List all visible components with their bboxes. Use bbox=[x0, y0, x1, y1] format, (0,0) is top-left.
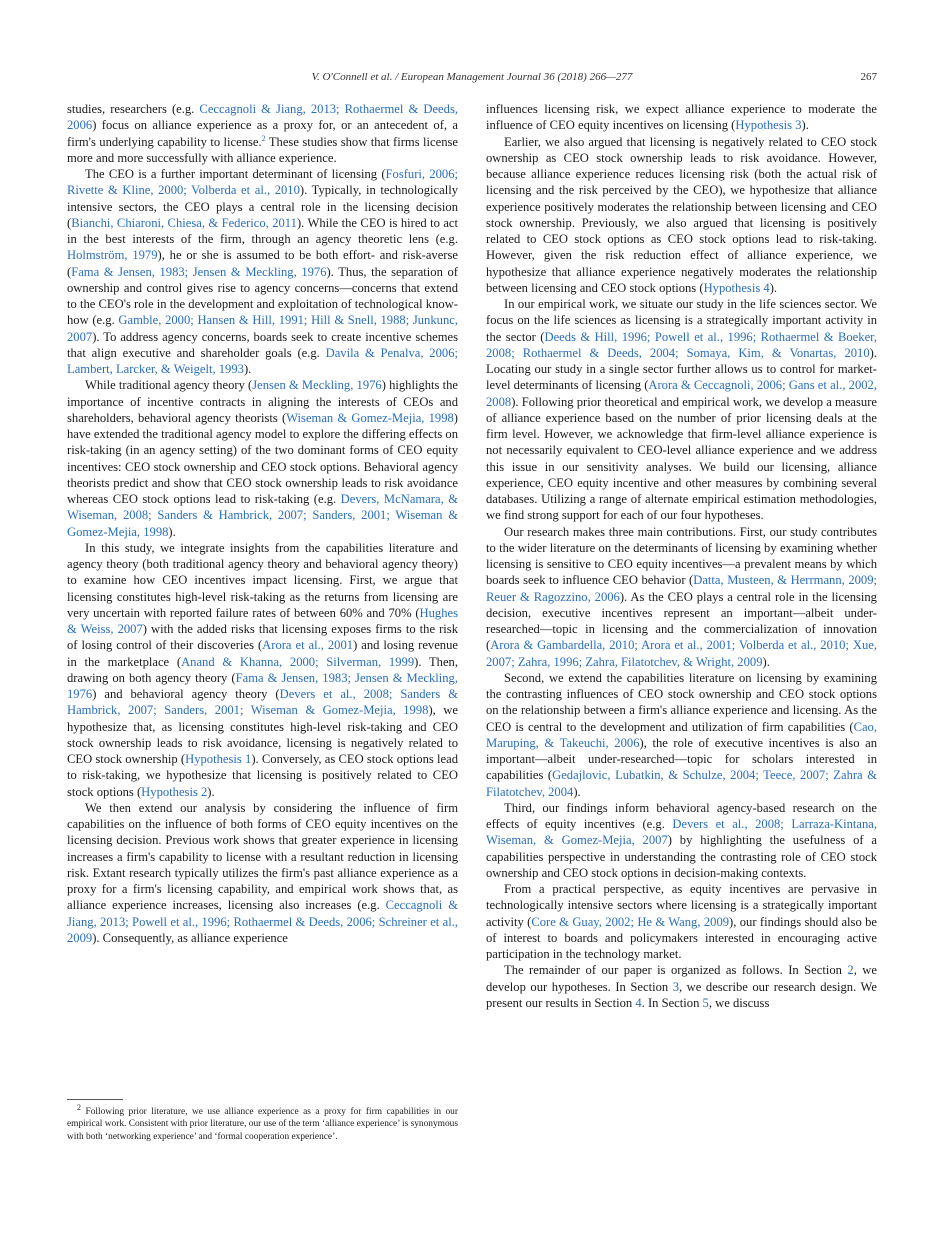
citation-link[interactable]: Devers et al., 2008; Sanders & Hambrick, 2007; Sanders, 2001; Wiseman & Gomez-Mejia, 1998 bbox=[67, 687, 458, 718]
text-run: We then extend our analysis by considering the influence of firm capabilities on the influence of both forms of CEO equity incentives on the licensing decision. Previous work shows that greater experience in licensing increases a firm's capability to license with a resultant reduction in licensing risk. Extant research typically utilizes the firm's past alliance experience as a proxy for a firm's licensing capability, and empirical work shows that, as alliance experience increases, licensing also increases (e.g. bbox=[67, 800, 458, 913]
text-run: ). bbox=[769, 280, 778, 295]
paragraph bbox=[486, 134, 877, 297]
text-run: ). bbox=[243, 362, 252, 376]
text-run: ). Locating our study in a single sector further allows us to control for market-level determinants of licensing ( bbox=[486, 345, 877, 393]
footnote-rule bbox=[67, 1099, 123, 1100]
citation-link[interactable]: Hypothesis 1 bbox=[185, 752, 252, 766]
citation-link[interactable]: Hughes & Weiss, 2007 bbox=[67, 605, 458, 636]
text-run: ), the role of executive incentives is also an important—albeit under-researched—topic for scholars interested in capabilities ( bbox=[486, 735, 877, 783]
footnote bbox=[67, 1102, 458, 1143]
paragraph bbox=[486, 800, 877, 881]
citation-link[interactable]: 2 bbox=[847, 963, 854, 978]
text-run: The remainder of our paper is organized as follows. In Section bbox=[504, 963, 848, 978]
paragraph bbox=[486, 881, 877, 962]
text-run: In this study, we integrate insights from the capabilities literature and agency theory (both traditional agency theory and behavioral agency theory) to examine how CEO incentives impact licensing. First, we argue that licensing constitutes high-level risk-taking as the returns from licensing are very uncertain with reported failure rates of between 60% and 70% ( bbox=[67, 540, 458, 620]
text-run: ) highlights the importance of incentive contracts in aligning the interests of CEOs and shareholders, behavioral agency theorists ( bbox=[67, 378, 459, 425]
paragraph bbox=[486, 524, 877, 670]
citation-link[interactable]: Holmström, 1979 bbox=[67, 248, 158, 263]
text-run: ). While the CEO is hired to act in the best interests of the firm, through an agency theoretic lens (e.g. bbox=[67, 215, 458, 246]
text-run: ). Thus, the separation of ownership and control gives rise to agency concerns—concerns that extend to the CEO's role in the development and exploitation of technological know-how (e.g. bbox=[67, 264, 458, 328]
text-run: ) with the added risks that licensing exposes firms to the risk of losing control of their discoveries ( bbox=[67, 622, 458, 653]
citation-link[interactable]: 4 bbox=[635, 995, 642, 1010]
citation-link[interactable]: Ceccagnoli & Jiang, 2013; Powell et al., 1996; Rothaermel & Deeds, 2006; Schreiner et al., 2009 bbox=[67, 898, 458, 945]
text-run: ), we hypothesize that, as licensing constitutes high-level risk-taking and CEO stock ownership leads to risk avoidance, licensing is negatively related to CEO stock ownership ( bbox=[67, 703, 458, 766]
text-run: ). bbox=[762, 654, 770, 669]
text-run: , we describe our research design. We present our results in Section bbox=[486, 979, 877, 1010]
text-run: ). Following prior theoretical and empirical work, we develop a measure of alliance experience based on the number of prior licensing deals at the firm level. However, we acknowledge that firm-level alliance experience is not necessarily equivalent to CEO-level alliance experience and we address this issue in our sensitivity analyses. We build our licensing, alliance experience, CEO equity incentive and other measures by combining several databases. Utilizing a range of alternate empirical estimation methodologies, we find strong support for each of our four hypotheses. bbox=[486, 394, 877, 523]
text-run: Second, we extend the capabilities literature on licensing by examining the contrasting influences of CEO stock ownership and CEO stock options on the relationship between a firm's alliance experience and licensing. As the CEO is central to the development and utilization of firm capabilities ( bbox=[486, 670, 877, 734]
text-run: These studies show that firms license more and more successfully with alliance experience. bbox=[67, 134, 458, 165]
text-run: ). To address agency concerns, boards seek to create incentive schemes that align executive and shareholder goals (e.g. bbox=[67, 329, 458, 360]
text-run: studies, researchers (e.g. bbox=[67, 102, 200, 116]
text-run: ) by highlighting the usefulness of a capabilities perspective in understanding the contrasting role of CEO stock ownership and CEO stock options in decision-making contexts. bbox=[486, 833, 877, 880]
citation-link[interactable]: Wiseman & Gomez-Mejia, 1998 bbox=[286, 410, 454, 425]
paragraph bbox=[67, 166, 458, 377]
text-run: , we discuss bbox=[708, 995, 770, 1010]
text-run: ). bbox=[801, 118, 809, 133]
text-run: Earlier, we also argued that licensing is negatively related to CEO stock ownership as CEO stock ownership leads to risk avoidance. However, because alliance experience reduces licensing risk (both the actual risk of licensing and the risk perceived by the CEO), we hypothesize that alliance experience positively moderates the relationship between licensing and CEO stock ownership. Previously, we also argued that licensing is positively related to CEO stock options as CEO stock options lead to risk-taking. However, given the risk reduction effect of alliance experience, we hypothesize that alliance experience negatively moderates the relationship between licensing and CEO stock options ( bbox=[486, 134, 877, 295]
citation-link[interactable]: Hypothesis 3 bbox=[735, 118, 802, 133]
text-run: ) and behavioral agency theory ( bbox=[92, 687, 280, 701]
text-run: The CEO is a further important determinant of licensing ( bbox=[85, 167, 386, 181]
citation-link[interactable]: Core & Guay, 2002; He & Wang, 2009 bbox=[531, 914, 730, 929]
citation-link[interactable]: 5 bbox=[702, 995, 709, 1010]
text-run: ). bbox=[573, 784, 581, 799]
text-run: ). Conversely, as CEO stock options lead to risk-taking, we hypothesize that licensing is positively related to CEO stock options ( bbox=[67, 752, 459, 799]
text-run: ). bbox=[168, 524, 176, 539]
citation-link[interactable]: Devers et al., 2008; Larraza-Kintana, Wiseman, & Gomez-Mejia, 2007 bbox=[486, 817, 877, 848]
text-run: ) have extended the traditional agency model to explore the differing effects on risk-taking (in an agency setting) of the two dominant forms of CEO equity incentives: CEO stock ownership and CEO stock options. Behavioral agency theorists predict and show that CEO stock ownership leads to risk avoidance whereas CEO stock options lead to risk-taking (e.g. bbox=[67, 410, 458, 506]
text-run: ). bbox=[207, 784, 215, 799]
paragraph bbox=[67, 540, 458, 800]
paragraph bbox=[67, 800, 458, 946]
citation-link[interactable]: Bianchi, Chiaroni, Chiesa, & Federico, 2011 bbox=[71, 215, 297, 230]
citation-link[interactable]: Hypothesis 4 bbox=[703, 280, 770, 295]
footnote-ref-link[interactable]: 2 bbox=[261, 133, 266, 143]
citation-link[interactable]: Devers, McNamara, & Wiseman, 2008; Sanders & Hambrick, 2007; Sanders, 2001; Wiseman & Gomez-Mejia, 1998 bbox=[67, 492, 458, 539]
citation-link[interactable]: Jensen & Meckling, 1976 bbox=[252, 378, 382, 393]
text-run: Our research makes three main contributions. First, our study contributes to the wider literature on the determinants of licensing by examining whether licensing is sensitive to CEO equity incentives—a prevalent means by which boards seek to influence CEO behavior ( bbox=[486, 524, 877, 588]
citation-link[interactable]: Fosfuri, 2006; Rivette & Kline, 2000; Volberda et al., 2010 bbox=[67, 167, 459, 198]
footnote-marker: 2 bbox=[77, 1102, 81, 1112]
text-run: ). Consequently, as alliance experience bbox=[92, 930, 288, 945]
citation-link[interactable]: Arora et al., 2001 bbox=[262, 638, 354, 653]
paragraph bbox=[486, 101, 877, 134]
text-run: ). Typically, in technologically intensive sectors, the CEO plays a central role in the licensing decision ( bbox=[67, 183, 458, 230]
text-run: Third, our findings inform behavioral agency-based research on the effects of equity incentives (e.g. bbox=[486, 800, 877, 831]
paragraph bbox=[486, 296, 877, 524]
citation-link[interactable]: Deeds & Hill, 1996; Powell et al., 1996; Rothaermel & Boeker, 2008; Rothaermel & Deeds, 2004; Somaya, Kim, & Vonartas, 2010 bbox=[486, 329, 877, 360]
citation-link[interactable]: Anand & Khanna, 2000; Silverman, 1999 bbox=[181, 654, 415, 669]
page-number: 267 bbox=[860, 71, 877, 83]
paragraph bbox=[67, 101, 458, 166]
text-run: ). As the CEO plays a central role in the licensing decision, executive incentives represent an important—albeit under-researched—topic in licensing and the commercialization of innovation ( bbox=[486, 589, 877, 653]
text-run: ), he or she is assumed to be both effort- and risk-averse ( bbox=[67, 248, 458, 279]
left-column bbox=[67, 101, 458, 946]
citation-link[interactable]: Arora & Ceccagnoli, 2006; Gans et al., 2002, 2008 bbox=[486, 378, 877, 409]
text-run: , we develop our hypotheses. In Section bbox=[486, 963, 877, 994]
citation-link[interactable]: Datta, Musteen, & Herrmann, 2009; Reuer & Ragozzino, 2006 bbox=[486, 573, 878, 604]
running-header bbox=[67, 71, 877, 87]
citation-link[interactable]: Gamble, 2000; Hansen & Hill, 1991; Hill & Snell, 1988; Junkunc, 2007 bbox=[67, 313, 458, 344]
text-run: . In Section bbox=[641, 995, 703, 1010]
text-run: ). Then, drawing on both agency theory ( bbox=[67, 654, 458, 685]
citation-link[interactable]: Davila & Penalva, 2006; Lambert, Larcker, & Weigelt, 1993 bbox=[67, 345, 458, 376]
text-run: ) and losing revenue in the marketplace ( bbox=[67, 638, 458, 669]
right-column bbox=[486, 101, 877, 1011]
citation-link[interactable]: Ceccagnoli & Jiang, 2013; Rothaermel & Deeds, 2006 bbox=[67, 102, 458, 133]
citation-link[interactable]: 3 bbox=[672, 979, 679, 994]
paragraph bbox=[486, 962, 877, 1011]
citation-link[interactable]: Fama & Jensen, 1983; Jensen & Meckling, 1976 bbox=[71, 264, 327, 279]
paragraph bbox=[67, 377, 458, 540]
citation-link[interactable]: Fama & Jensen, 1983; Jensen & Meckling, 1976 bbox=[67, 670, 458, 701]
running-title: V. O'Connell et al. / European Management Journal 36 (2018) 266—277 bbox=[311, 71, 633, 83]
text-run: While traditional agency theory ( bbox=[85, 378, 253, 393]
citation-link[interactable]: Hypothesis 2 bbox=[141, 784, 208, 799]
citation-link[interactable]: Arora & Gambardella, 2010; Arora et al., 2001; Volberda et al., 2010; Xue, 2007; Zahra, 1996; Zahra, Filatotchev, & Wright, 2009 bbox=[486, 638, 877, 669]
paragraph bbox=[486, 670, 877, 800]
text-run: In our empirical work, we situate our study in the life sciences sector. We focus on the life sciences as licensing is a strategically important activity in the sector ( bbox=[486, 297, 877, 344]
citation-link[interactable]: Cao, Maruping, & Takeuchi, 2006 bbox=[486, 719, 877, 750]
text-run: ) focus on alliance experience as a proxy for, or an antecedent of, a firm's underlying capability to license. bbox=[67, 118, 458, 149]
text-run: From a practical perspective, as equity incentives are pervasive in technologically intensive sectors where licensing is a strategically important activity ( bbox=[486, 882, 877, 929]
text-run: ), our findings should also be of interest to boards and policymakers interested in encouraging active participation in the technology market. bbox=[486, 914, 877, 961]
footnote-text: Following prior literature, we use alliance experience as a proxy for firm capabilities in our empirical work. Consistent with prior literature, our use of the term ‘alliance experience’ is synonymous with both ‘networking experience’ and ‘formal cooperation experience’. bbox=[67, 1107, 458, 1142]
citation-link[interactable]: Gedajlovic, Lubatkin, & Schulze, 2004; Teece, 2007; Zahra & Filatotchev, 2004 bbox=[486, 768, 877, 799]
text-run: influences licensing risk, we expect alliance experience to moderate the influence of CEO equity incentives on licensing ( bbox=[486, 102, 877, 133]
